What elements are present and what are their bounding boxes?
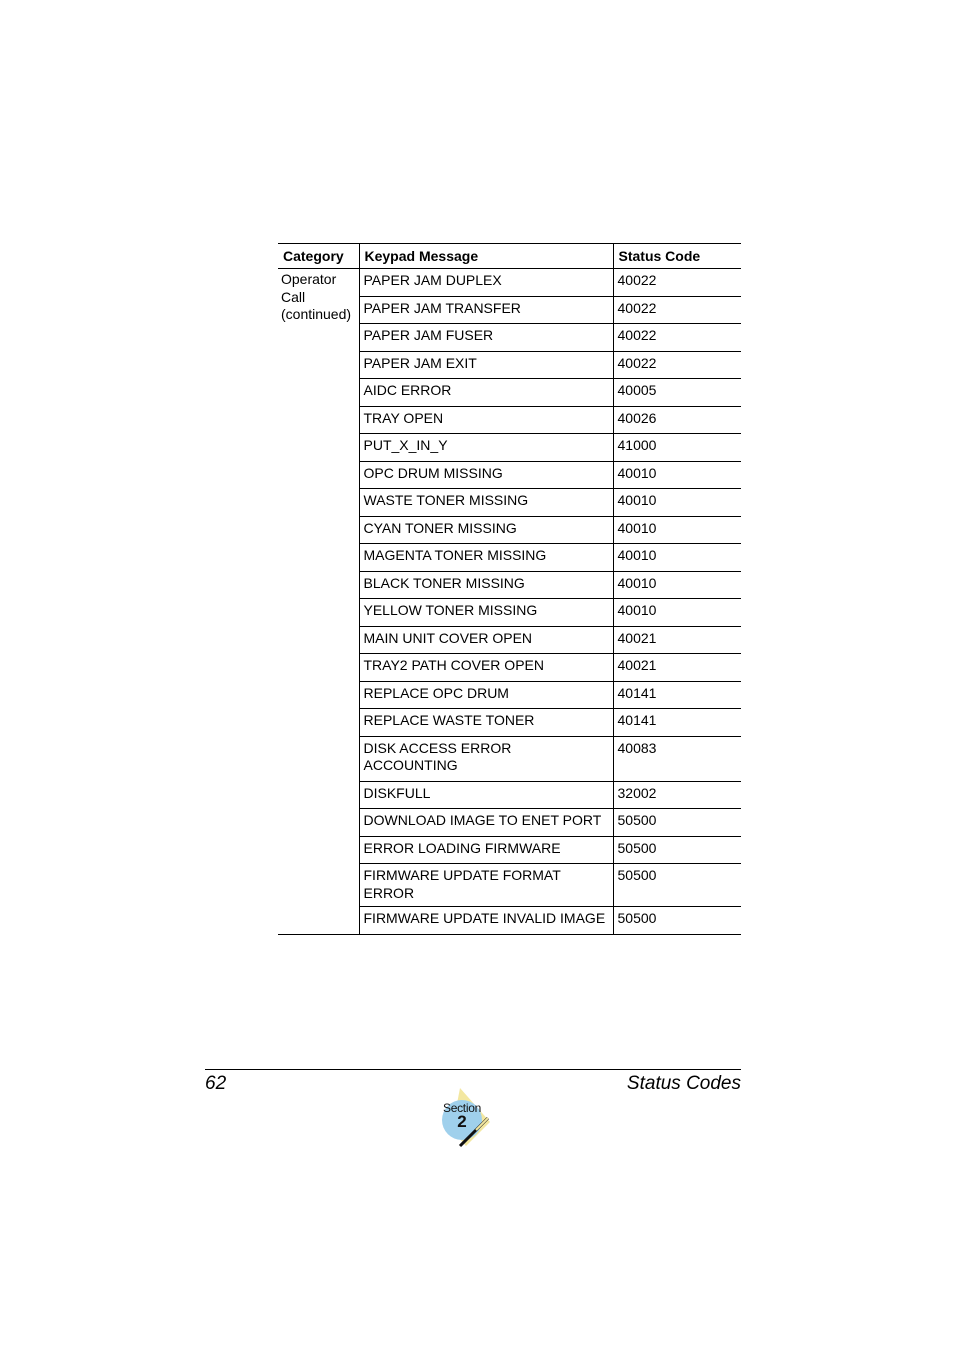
status-code-cell: 50500 [613, 864, 741, 907]
status-code-cell: 40021 [613, 654, 741, 682]
status-code-cell: 40010 [613, 516, 741, 544]
status-code-cell: 40141 [613, 681, 741, 709]
header-keypad-message: Keypad Message [359, 244, 613, 269]
keypad-message-cell: ERROR LOADING FIRMWARE [359, 836, 613, 864]
status-code-cell: 40022 [613, 351, 741, 379]
status-code-cell: 41000 [613, 434, 741, 462]
status-code-cell: 40010 [613, 461, 741, 489]
keypad-message-cell: MAIN UNIT COVER OPEN [359, 626, 613, 654]
keypad-message-cell: OPC DRUM MISSING [359, 461, 613, 489]
page-number: 62 [205, 1073, 227, 1094]
status-code-cell: 50500 [613, 836, 741, 864]
keypad-message-cell: FIRMWARE UPDATE FORMAT ERROR [359, 864, 613, 907]
status-code-cell: 40010 [613, 571, 741, 599]
status-code-cell: 40022 [613, 296, 741, 324]
header-category: Category [278, 244, 359, 269]
keypad-message-cell: BLACK TONER MISSING [359, 571, 613, 599]
section-pencil-badge-icon [436, 1086, 492, 1152]
keypad-message-cell: REPLACE OPC DRUM [359, 681, 613, 709]
status-code-cell: 40022 [613, 269, 741, 297]
status-code-cell: 40010 [613, 544, 741, 572]
keypad-message-cell: YELLOW TONER MISSING [359, 599, 613, 627]
status-code-cell: 40022 [613, 324, 741, 352]
status-code-table [278, 243, 741, 935]
section-number: 2 [457, 1112, 467, 1131]
keypad-message-cell: PAPER JAM DUPLEX [359, 269, 613, 297]
keypad-message-cell: DISK ACCESS ERROR ACCOUNTING [359, 736, 613, 781]
status-code-cell: 40141 [613, 709, 741, 737]
table-body [278, 269, 741, 935]
keypad-message-cell: PUT_X_IN_Y [359, 434, 613, 462]
header-status-code: Status Code [613, 244, 741, 269]
status-code-cell: 40083 [613, 736, 741, 781]
footer-rule [205, 1069, 741, 1070]
table-row [278, 269, 741, 297]
keypad-message-cell: DOWNLOAD IMAGE TO ENET PORT [359, 809, 613, 837]
keypad-message-cell: WASTE TONER MISSING [359, 489, 613, 517]
keypad-message-cell: FIRMWARE UPDATE INVALID IMAGE [359, 907, 613, 935]
keypad-message-cell: CYAN TONER MISSING [359, 516, 613, 544]
table-header-row [278, 244, 741, 269]
keypad-message-cell: TRAY OPEN [359, 406, 613, 434]
keypad-message-cell: MAGENTA TONER MISSING [359, 544, 613, 572]
status-code-cell: 50500 [613, 809, 741, 837]
keypad-message-cell: PAPER JAM TRANSFER [359, 296, 613, 324]
running-title: Status Codes [626, 1073, 741, 1094]
keypad-message-cell: PAPER JAM EXIT [359, 351, 613, 379]
status-code-cell: 40010 [613, 599, 741, 627]
category-cell: Operator Call (continued) [278, 269, 359, 935]
status-code-cell: 40021 [613, 626, 741, 654]
keypad-message-cell: AIDC ERROR [359, 379, 613, 407]
keypad-message-cell: TRAY2 PATH COVER OPEN [359, 654, 613, 682]
status-code-cell: 40005 [613, 379, 741, 407]
keypad-message-cell: PAPER JAM FUSER [359, 324, 613, 352]
keypad-message-cell: DISKFULL [359, 781, 613, 809]
status-code-cell: 40026 [613, 406, 741, 434]
section-label: Section [443, 1101, 481, 1115]
status-code-cell: 50500 [613, 907, 741, 935]
status-code-cell: 40010 [613, 489, 741, 517]
status-code-cell: 32002 [613, 781, 741, 809]
keypad-message-cell: REPLACE WASTE TONER [359, 709, 613, 737]
